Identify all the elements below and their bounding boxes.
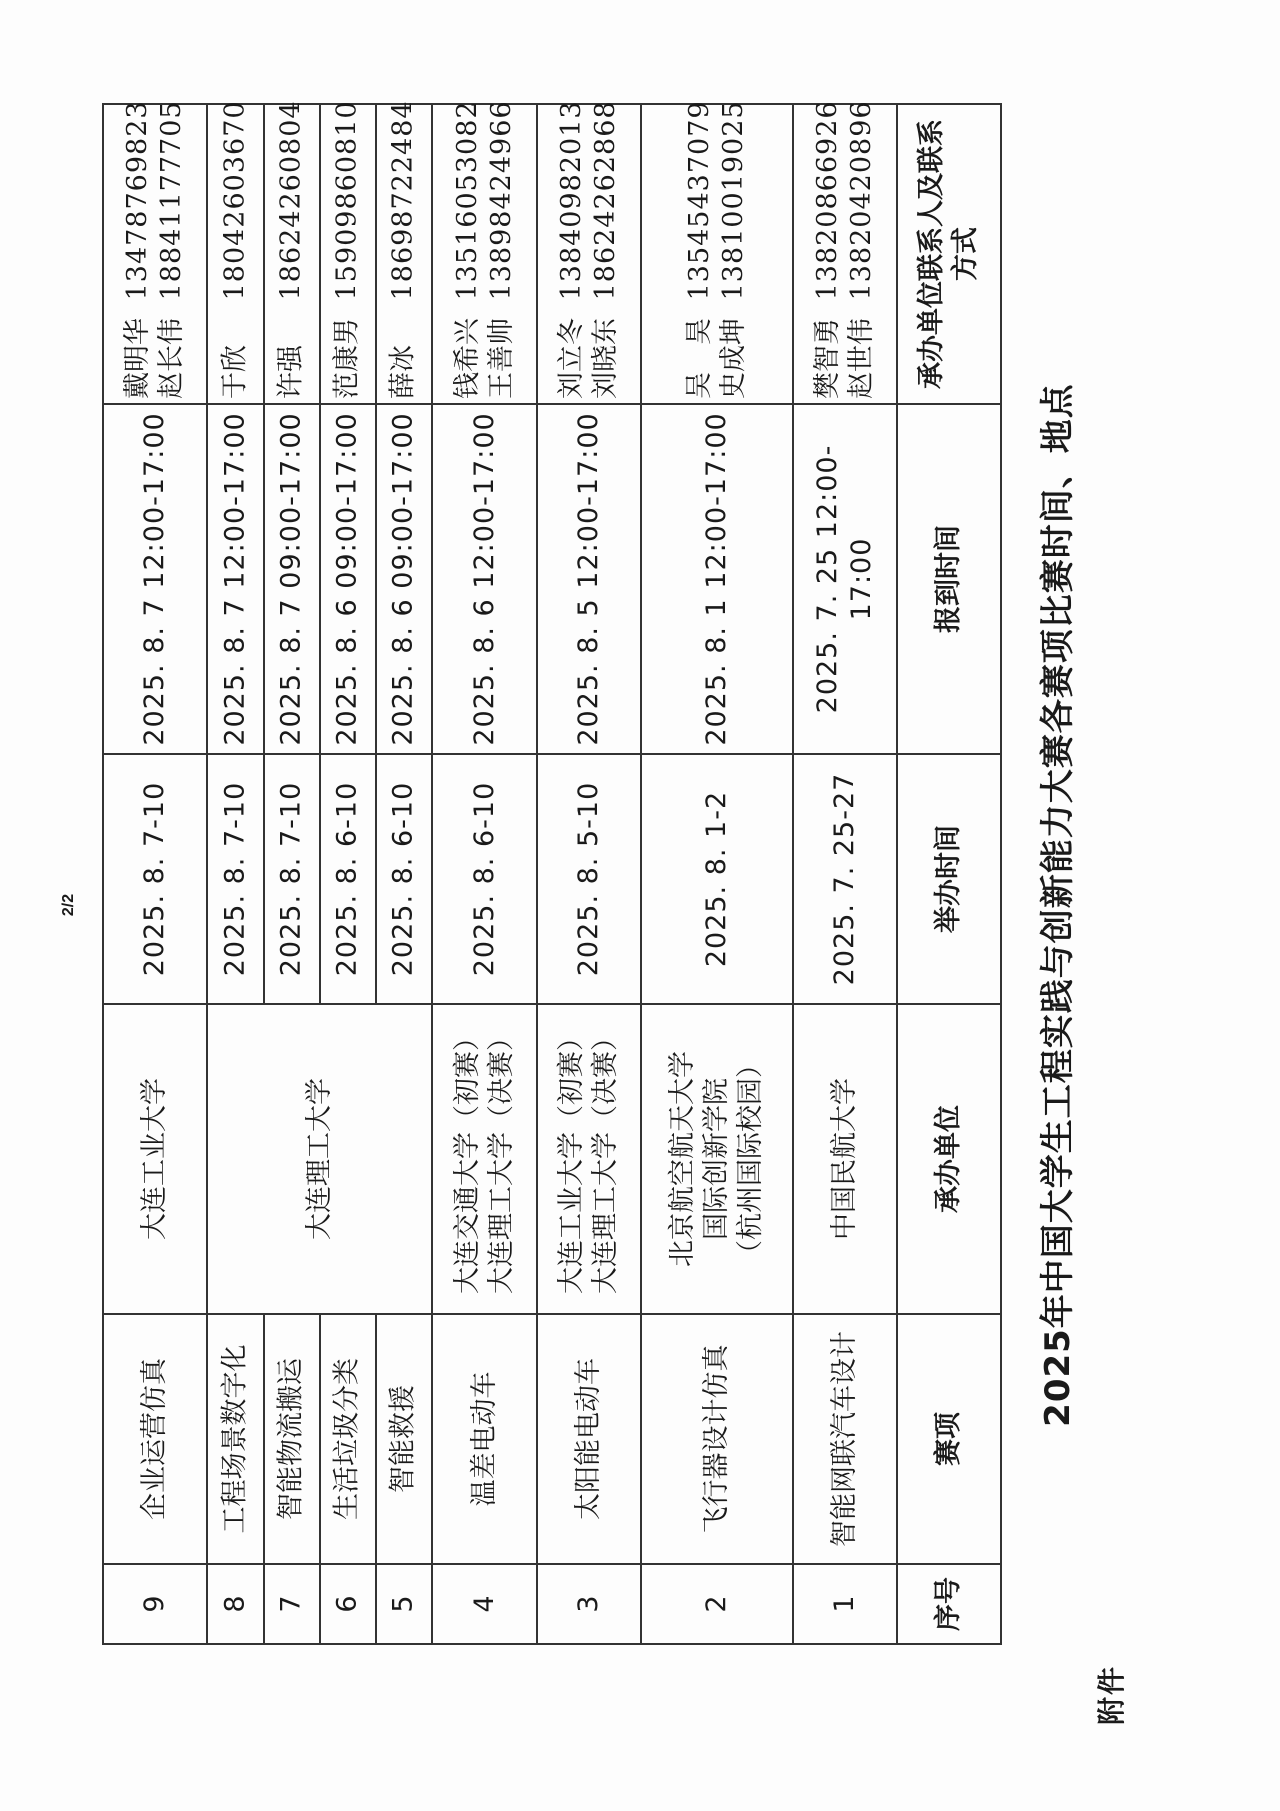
contact-line	[121, 100, 155, 399]
cell-date: 2025. 8. 6-10	[320, 754, 376, 1004]
contact-name: 赵世伟	[845, 318, 877, 399]
cell-contact	[641, 100, 793, 404]
contact-name: 吴 昊	[683, 318, 715, 399]
page-number: 2/2	[60, 893, 77, 917]
cell-host	[641, 1004, 793, 1314]
rotated-content	[50, 85, 1230, 1725]
table-row	[264, 104, 320, 1644]
contact-name: 王善帅	[485, 318, 517, 399]
contact-line	[845, 100, 879, 399]
contact-phone: 13898424966	[485, 100, 517, 301]
cell-date: 2025. 8. 7-10	[264, 754, 320, 1004]
cell-host	[537, 1004, 641, 1314]
contact-name: 赵长伟	[156, 318, 188, 399]
cell-no: 4	[432, 1564, 536, 1644]
contact-name: 刘立冬	[555, 318, 587, 399]
table-row	[432, 104, 536, 1644]
cell-checkin: 2025. 8. 6 09:00-17:00	[320, 404, 376, 754]
contact-phone: 18624260804	[275, 100, 307, 301]
cell-host	[103, 1004, 207, 1314]
cell-contact	[320, 100, 376, 404]
contact-line	[219, 100, 253, 399]
cell-contact	[793, 100, 897, 404]
contact-phone: 13820866926	[812, 100, 844, 301]
cell-no: 2	[641, 1564, 793, 1644]
cell-host	[432, 1004, 536, 1314]
host-line: 大连交通大学（初赛）	[451, 1024, 483, 1294]
contact-phone: 18698722484	[388, 100, 420, 301]
contact-name: 许强	[275, 345, 307, 399]
cell-checkin: 2025. 8. 7 12:00-17:00	[103, 404, 207, 754]
contact-name: 于欣	[219, 345, 251, 399]
cell-contact	[537, 100, 641, 404]
host-line: （杭州国际校园）	[734, 1051, 766, 1267]
cell-date: 2025. 8. 7-10	[207, 754, 263, 1004]
contact-phone: 18624262868	[589, 100, 621, 301]
header-event: 赛项	[897, 1314, 1001, 1564]
contact-phone: 13478769823	[122, 100, 154, 301]
contact-name: 范康男	[332, 318, 364, 399]
header-host: 承办单位	[897, 1004, 1001, 1314]
cell-contact	[432, 100, 536, 404]
table-row	[641, 104, 793, 1644]
table-row	[376, 104, 432, 1644]
contact-line	[555, 100, 589, 399]
cell-no: 7	[264, 1564, 320, 1644]
attachment-label: 附件	[1095, 1664, 1128, 1725]
contact-line	[155, 100, 189, 399]
host-line: 大连理工大学（决赛）	[485, 1024, 517, 1294]
header-checkin: 报到时间	[897, 404, 1001, 754]
cell-no: 1	[793, 1564, 897, 1644]
contact-name: 戴明华	[122, 318, 154, 399]
contact-line	[331, 100, 365, 399]
contact-phone: 13820420896	[845, 100, 877, 301]
table-row	[320, 104, 376, 1644]
table-row	[103, 104, 207, 1644]
contact-line	[717, 100, 751, 399]
cell-checkin: 2025. 8. 5 12:00-17:00	[537, 404, 641, 754]
cell-no: 5	[376, 1564, 432, 1644]
contact-line	[811, 100, 845, 399]
cell-no: 8	[207, 1564, 263, 1644]
table-row	[793, 104, 897, 1644]
cell-event: 企业运营仿真	[103, 1314, 207, 1564]
contact-phone: 13840982013	[555, 100, 587, 301]
contact-phone: 13516053082	[451, 100, 483, 301]
cell-date: 2025. 8. 5-10	[537, 754, 641, 1004]
contact-phone: 13810019025	[717, 100, 749, 301]
contact-name: 樊智勇	[812, 318, 844, 399]
contact-line	[683, 100, 717, 399]
cell-checkin: 2025. 8. 6 12:00-17:00	[432, 404, 536, 754]
cell-checkin: 2025. 8. 1 12:00-17:00	[641, 404, 793, 754]
table-row	[207, 104, 263, 1644]
cell-checkin: 2025. 8. 7 09:00-17:00	[264, 404, 320, 754]
contact-line	[387, 100, 421, 399]
header-date: 举办时间	[897, 754, 1001, 1004]
cell-checkin: 2025. 8. 6 09:00-17:00	[376, 404, 432, 754]
cell-checkin: 2025. 7. 25 12:00-17:00	[793, 404, 897, 754]
cell-date: 2025. 7. 25-27	[793, 754, 897, 1004]
contact-line	[485, 100, 519, 399]
contact-phone: 13545437079	[683, 100, 715, 301]
host-line: 国际创新学院	[700, 1078, 732, 1240]
cell-contact	[264, 100, 320, 404]
cell-date: 2025. 8. 6-10	[432, 754, 536, 1004]
contact-name: 史成坤	[717, 318, 749, 399]
schedule-table	[102, 100, 1002, 1645]
cell-date: 2025. 8. 6-10	[376, 754, 432, 1004]
cell-date: 2025. 8. 1-2	[641, 754, 793, 1004]
table-header-row	[897, 104, 1001, 1644]
cell-contact	[207, 100, 263, 404]
contact-phone: 18042603670	[219, 100, 251, 301]
header-no: 序号	[897, 1564, 1001, 1644]
contact-line	[275, 100, 309, 399]
contact-line	[589, 100, 623, 399]
cell-no: 9	[103, 1564, 207, 1644]
table-row	[537, 104, 641, 1644]
cell-event: 温差电动车	[432, 1314, 536, 1564]
host-line: 大连工业大学（初赛）	[555, 1024, 587, 1294]
contact-phone: 15909860810	[332, 100, 364, 301]
contact-name: 钱希兴	[451, 318, 483, 399]
cell-contact	[376, 100, 432, 404]
cell-event: 智能网联汽车设计	[793, 1314, 897, 1564]
cell-date: 2025. 8. 7-10	[103, 754, 207, 1004]
cell-event: 太阳能电动车	[537, 1314, 641, 1564]
contact-line	[451, 100, 485, 399]
cell-no: 6	[320, 1564, 376, 1644]
cell-checkin: 2025. 8. 7 12:00-17:00	[207, 404, 263, 754]
host-line: 大连理工大学（决赛）	[589, 1024, 621, 1294]
cell-event: 智能救援	[376, 1314, 432, 1564]
cell-contact	[103, 100, 207, 404]
cell-event: 飞行器设计仿真	[641, 1314, 793, 1564]
cell-host-shared: 大连理工大学	[207, 1004, 432, 1314]
header-contact: 承办单位联系人及联系方式	[897, 104, 1001, 404]
cell-no: 3	[537, 1564, 641, 1644]
contact-name: 刘晓东	[589, 318, 621, 399]
host-line: 北京航空航天大学	[667, 1051, 699, 1267]
table-body	[103, 100, 1001, 1644]
contact-name: 薛冰	[388, 345, 420, 399]
host-line: 大连工业大学	[139, 1078, 171, 1240]
page-title: 2025年中国大学生工程实践与创新能力大赛各赛项比赛时间、地点	[1038, 383, 1078, 1427]
contact-phone: 18841177705	[156, 100, 188, 301]
cell-event: 生活垃圾分类	[320, 1314, 376, 1564]
cell-event: 智能物流搬运	[264, 1314, 320, 1564]
cell-event: 工程场景数字化	[207, 1314, 263, 1564]
host-line: 中国民航大学	[828, 1078, 860, 1240]
cell-host	[793, 1004, 897, 1314]
